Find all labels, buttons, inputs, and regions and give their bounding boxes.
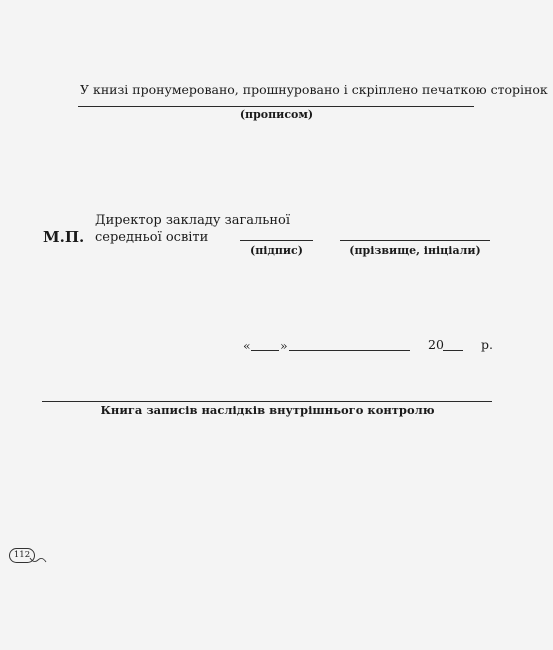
director-title-line-1: Директор закладу загальної (95, 213, 290, 228)
certification-text: У книзі пронумеровано, прошнуровано і скріплено печаткою сторінок (80, 82, 548, 97)
date-year-blank-line (443, 350, 463, 351)
page-count-blank-line (78, 106, 474, 107)
date-year-suffix: р. (481, 337, 493, 352)
footer-title: Книга записів наслідків внутрішнього контролю (100, 403, 435, 417)
page-number-swash-icon (30, 556, 46, 564)
page-number-badge: 112 (9, 548, 35, 563)
signature-blank-line (240, 240, 313, 241)
date-open-quote: « (243, 338, 251, 353)
date-close-quote: » (280, 338, 288, 353)
date-year-prefix: 20 (428, 337, 444, 352)
signature-caption: (підпис) (250, 244, 303, 257)
director-title-line-2: середньої освіти (95, 230, 209, 245)
name-blank-line (340, 240, 490, 241)
page-count-caption: (прописом) (239, 108, 314, 121)
footer-rule (42, 401, 492, 402)
date-month-blank-line (289, 350, 410, 351)
name-caption: (прізвище, ініціали) (349, 244, 481, 257)
date-day-blank-line (251, 350, 279, 351)
stamp-placeholder-label: М.П. (43, 228, 85, 246)
